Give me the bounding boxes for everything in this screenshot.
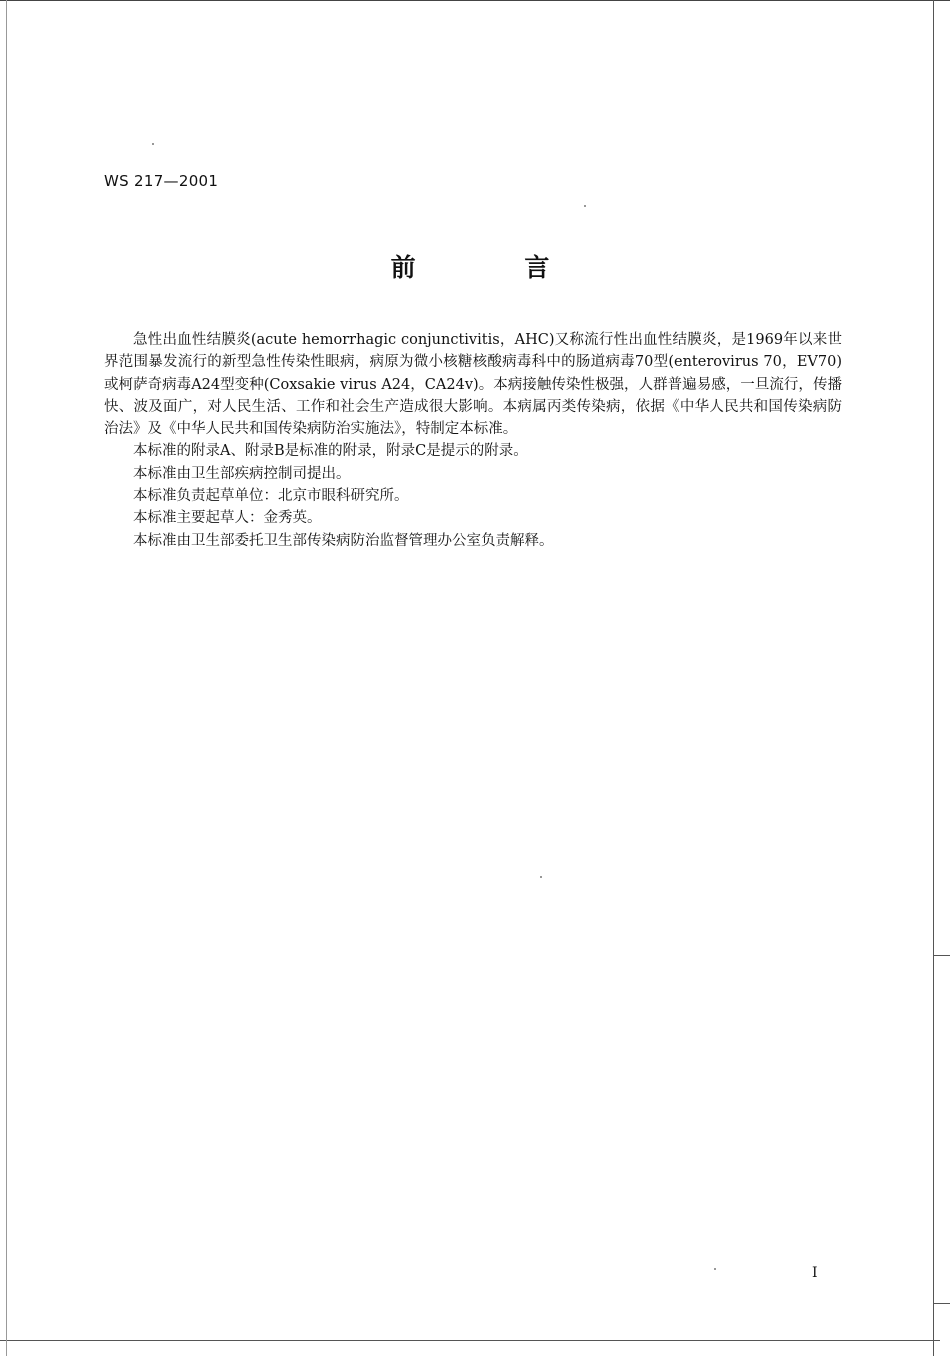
foreword-paragraph: 本标准负责起草单位：北京市眼科研究所。: [133, 488, 409, 505]
standard-code: WS 217—2001: [104, 172, 219, 190]
scan-speck: [714, 1268, 716, 1270]
page-title: 前 言: [390, 253, 600, 282]
foreword-paragraph: 本标准由卫生部疾病控制司提出。: [133, 465, 351, 482]
scan-frame-bottom: [0, 1340, 940, 1341]
scan-speck: [540, 876, 542, 878]
scan-frame-right: [933, 0, 934, 1356]
foreword-paragraph: 本标准的附录A、附录B是标准的附录，附录C是提示的附录。: [133, 443, 528, 460]
page-number: I: [812, 1265, 818, 1281]
scan-frame-top: [0, 0, 950, 1]
foreword-paragraph: 本标准由卫生部委托卫生部传染病防治监督管理办公室负责解释。: [133, 532, 554, 549]
foreword-paragraph: 本标准主要起草人：金秀英。: [133, 510, 322, 527]
scan-tick-mark: [933, 1303, 950, 1304]
foreword-paragraph: 急性出血性结膜炎(acute hemorrhagic conjunctivitis，AHC)又称流行性出血性结膜炎，是1969年以来世界范围暴发流行的新型急性传染性眼病，病原为微小核糖核酸病毒科中的肠道病毒70型(enterovirus 70，EV70)或柯萨奇病毒A24型变种(Coxsakie virus A24，CA24v)。本病接触传染性极强，人群普遍易感，一旦流行，传播快、波及面广，对人民生活、工作和社会生产造成很大影响。本病属丙类传染病，依据《中华人民共和国传染病防治法》及《中华人民共和国传染病防治实施法》，特制定本标准。: [104, 332, 842, 438]
scan-tick-mark: [933, 955, 950, 956]
foreword-body: [104, 329, 842, 552]
scan-speck: [584, 205, 586, 207]
scan-speck: [152, 143, 154, 145]
scan-frame-left: [6, 0, 7, 1356]
